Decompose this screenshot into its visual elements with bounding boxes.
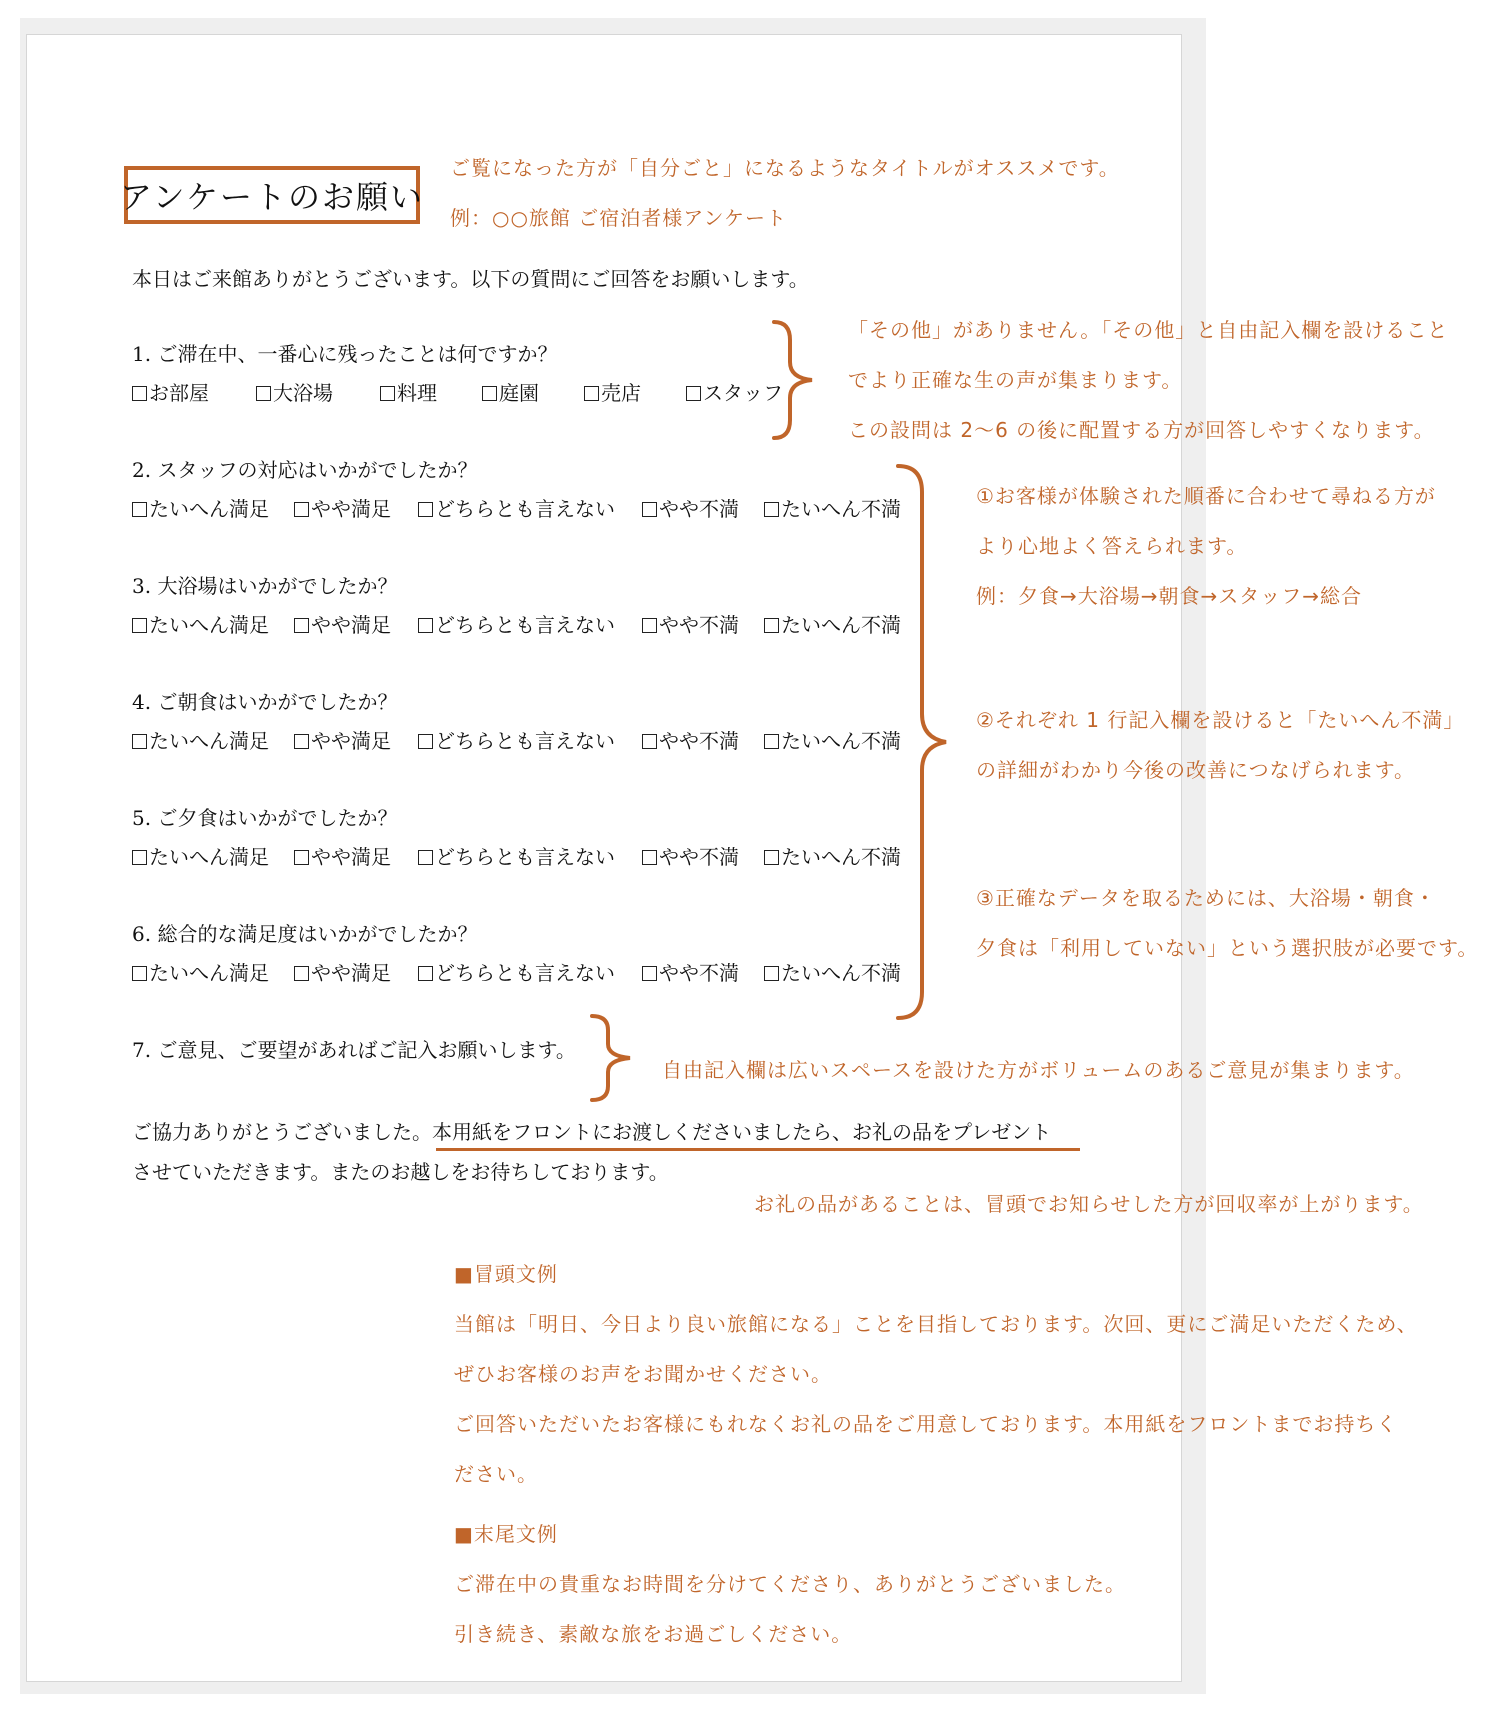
opening-example-line: ださい。: [454, 1462, 538, 1486]
opening-example-line: 当館は「明日、今日より良い旅館になる」ことを目指しております。次回、更にご満足いただくため、: [454, 1312, 1418, 1336]
note-group-3-2: 夕食は「利用していない」という選択肢が必要です。: [976, 936, 1479, 960]
title-box: [119, 166, 425, 224]
question-label: 2. スタッフの対応はいかがでしたか？: [132, 458, 478, 482]
checkbox-icon[interactable]: [584, 386, 599, 401]
checkbox-icon[interactable]: [380, 386, 395, 401]
checkbox-icon[interactable]: [132, 850, 147, 865]
question-5: [132, 802, 901, 874]
option-checkbox[interactable]: たいへん不満: [764, 492, 901, 526]
closing-example-line: 引き続き、素敵な旅をお過ごしください。: [454, 1622, 853, 1646]
option-checkbox[interactable]: たいへん不満: [764, 840, 901, 874]
closing-example-heading: ■末尾文例: [454, 1522, 558, 1546]
options-row: [132, 840, 901, 874]
note-group-2-1: ②それぞれ 1 行記入欄を設けると「たいへん不満」: [976, 708, 1465, 732]
checkbox-icon[interactable]: [132, 734, 147, 749]
checkbox-icon[interactable]: [418, 850, 433, 865]
checkbox-icon[interactable]: [764, 850, 779, 865]
closing-text: ご協力ありがとうございました。: [132, 1120, 432, 1144]
option-checkbox[interactable]: 庭園: [482, 376, 584, 410]
note-gift: お礼の品があることは、冒頭でお知らせした方が回収率が上がります。: [754, 1192, 1424, 1216]
intro-text: 本日はご来館ありがとうございます。以下の質問にご回答をお願いします。: [132, 267, 809, 291]
checkbox-icon[interactable]: [132, 618, 147, 633]
question-label: 5. ご夕食はいかがでしたか？: [132, 806, 398, 830]
option-checkbox[interactable]: たいへん満足: [132, 492, 294, 526]
option-checkbox[interactable]: 大浴場: [256, 376, 380, 410]
checkbox-icon[interactable]: [294, 850, 309, 865]
closing-example-line: ご滞在中の貴重なお時間を分けてくださり、ありがとうございました。: [454, 1572, 1126, 1596]
checkbox-icon[interactable]: [418, 734, 433, 749]
checkbox-icon[interactable]: [642, 966, 657, 981]
option-checkbox[interactable]: スタッフ: [686, 376, 783, 410]
question-6: [132, 918, 901, 990]
option-checkbox[interactable]: やや満足: [294, 608, 418, 642]
note-group-3-1: ③正確なデータを取るためには、大浴場・朝食・: [976, 886, 1436, 910]
option-checkbox[interactable]: やや満足: [294, 956, 418, 990]
note-group-1-1: ①お客様が体験された順番に合わせて尋ねる方が: [976, 484, 1436, 508]
option-checkbox[interactable]: やや不満: [642, 840, 764, 874]
option-checkbox[interactable]: やや不満: [642, 956, 764, 990]
option-checkbox[interactable]: 料理: [380, 376, 482, 410]
note-group-1-3: 例：夕食→大浴場→朝食→スタッフ→総合: [976, 584, 1363, 608]
note-group-2-2: の詳細がわかり今後の改善につなげられます。: [976, 758, 1415, 782]
option-checkbox[interactable]: やや不満: [642, 724, 764, 758]
closing-line-1: [132, 1116, 1051, 1145]
option-checkbox[interactable]: 売店: [584, 376, 686, 410]
question-4: [132, 686, 901, 758]
question-2: [132, 454, 901, 526]
checkbox-icon[interactable]: [132, 386, 147, 401]
options-row: [132, 724, 901, 758]
checkbox-icon[interactable]: [294, 502, 309, 517]
option-checkbox[interactable]: やや不満: [642, 608, 764, 642]
option-checkbox[interactable]: たいへん不満: [764, 608, 901, 642]
question-7: [132, 1034, 576, 1066]
checkbox-icon[interactable]: [642, 850, 657, 865]
note-title-2: 例：○○旅館 ご宿泊者様アンケート: [450, 206, 788, 230]
checkbox-icon[interactable]: [418, 966, 433, 981]
question-label: 4. ご朝食はいかがでしたか？: [132, 690, 398, 714]
brace-q7: [588, 1012, 638, 1102]
document-title: アンケートのお願い: [119, 178, 425, 216]
option-checkbox[interactable]: どちらとも言えない: [418, 492, 642, 526]
checkbox-icon[interactable]: [764, 966, 779, 981]
options-row: [132, 376, 783, 410]
checkbox-icon[interactable]: [764, 502, 779, 517]
brace-q1: [770, 318, 820, 442]
opening-example-heading: ■冒頭文例: [454, 1262, 558, 1286]
checkbox-icon[interactable]: [418, 502, 433, 517]
square-bullet-icon: ■: [454, 1522, 474, 1546]
checkbox-icon[interactable]: [764, 734, 779, 749]
option-checkbox[interactable]: たいへん満足: [132, 724, 294, 758]
options-row: [132, 956, 901, 990]
question-label: 1. ご滞在中、一番心に残ったことは何ですか？: [132, 342, 558, 366]
option-checkbox[interactable]: やや満足: [294, 492, 418, 526]
square-bullet-icon: ■: [454, 1262, 474, 1286]
opening-example-line: ご回答いただいたお客様にもれなくお礼の品をご用意しております。本用紙をフロントまでお持ちく: [454, 1412, 1398, 1436]
option-checkbox[interactable]: お部屋: [132, 376, 256, 410]
option-checkbox[interactable]: やや満足: [294, 840, 418, 874]
checkbox-icon[interactable]: [686, 386, 701, 401]
closing-underlined-text: 本用紙をフロントにお渡しくださいましたら、お礼の品をプレゼント: [432, 1120, 1052, 1144]
opening-example-line: ぜひお客様のお声をお聞かせください。: [454, 1362, 832, 1386]
checkbox-icon[interactable]: [294, 618, 309, 633]
option-checkbox[interactable]: たいへん満足: [132, 608, 294, 642]
checkbox-icon[interactable]: [482, 386, 497, 401]
checkbox-icon[interactable]: [132, 966, 147, 981]
checkbox-icon[interactable]: [642, 618, 657, 633]
option-checkbox[interactable]: たいへん不満: [764, 956, 901, 990]
closing-underline: [436, 1148, 1080, 1151]
question-1: [132, 338, 783, 410]
brace-q2-6: [892, 462, 952, 1022]
option-checkbox[interactable]: どちらとも言えない: [418, 724, 642, 758]
question-label: 3. 大浴場はいかがでしたか？: [132, 574, 398, 598]
option-checkbox[interactable]: どちらとも言えない: [418, 956, 642, 990]
closing-line-2: させていただきます。またのお越しをお待ちしております。: [132, 1160, 669, 1184]
note-title-1: ご覧になった方が「自分ごと」になるようなタイトルがオススメです。: [450, 156, 1120, 180]
checkbox-icon[interactable]: [256, 386, 271, 401]
note-q1-3: この設問は 2～6 の後に配置する方が回答しやすくなります。: [848, 418, 1435, 442]
checkbox-icon[interactable]: [294, 734, 309, 749]
checkbox-icon[interactable]: [418, 618, 433, 633]
option-checkbox[interactable]: どちらとも言えない: [418, 840, 642, 874]
option-checkbox[interactable]: たいへん満足: [132, 840, 294, 874]
checkbox-icon[interactable]: [294, 966, 309, 981]
option-checkbox[interactable]: たいへん満足: [132, 956, 294, 990]
options-row: [132, 608, 901, 642]
checkbox-icon[interactable]: [642, 734, 657, 749]
checkbox-icon[interactable]: [132, 502, 147, 517]
note-q1-1: 「その他」がありません。「その他」と自由記入欄を設けること: [848, 318, 1449, 342]
option-checkbox[interactable]: どちらとも言えない: [418, 608, 642, 642]
note-q1-2: でより正確な生の声が集まります。: [848, 368, 1183, 392]
option-checkbox[interactable]: たいへん不満: [764, 724, 901, 758]
option-checkbox[interactable]: やや満足: [294, 724, 418, 758]
checkbox-icon[interactable]: [642, 502, 657, 517]
options-row: [132, 492, 901, 526]
option-checkbox[interactable]: やや不満: [642, 492, 764, 526]
question-label: 6. 総合的な満足度はいかがでしたか？: [132, 922, 478, 946]
question-label: 7. ご意見、ご要望があればご記入お願いします。: [132, 1038, 576, 1062]
question-3: [132, 570, 901, 642]
checkbox-icon[interactable]: [764, 618, 779, 633]
note-q7: 自由記入欄は広いスペースを設けた方がボリュームのあるご意見が集まります。: [662, 1058, 1415, 1082]
note-group-1-2: より心地よく答えられます。: [976, 534, 1248, 558]
